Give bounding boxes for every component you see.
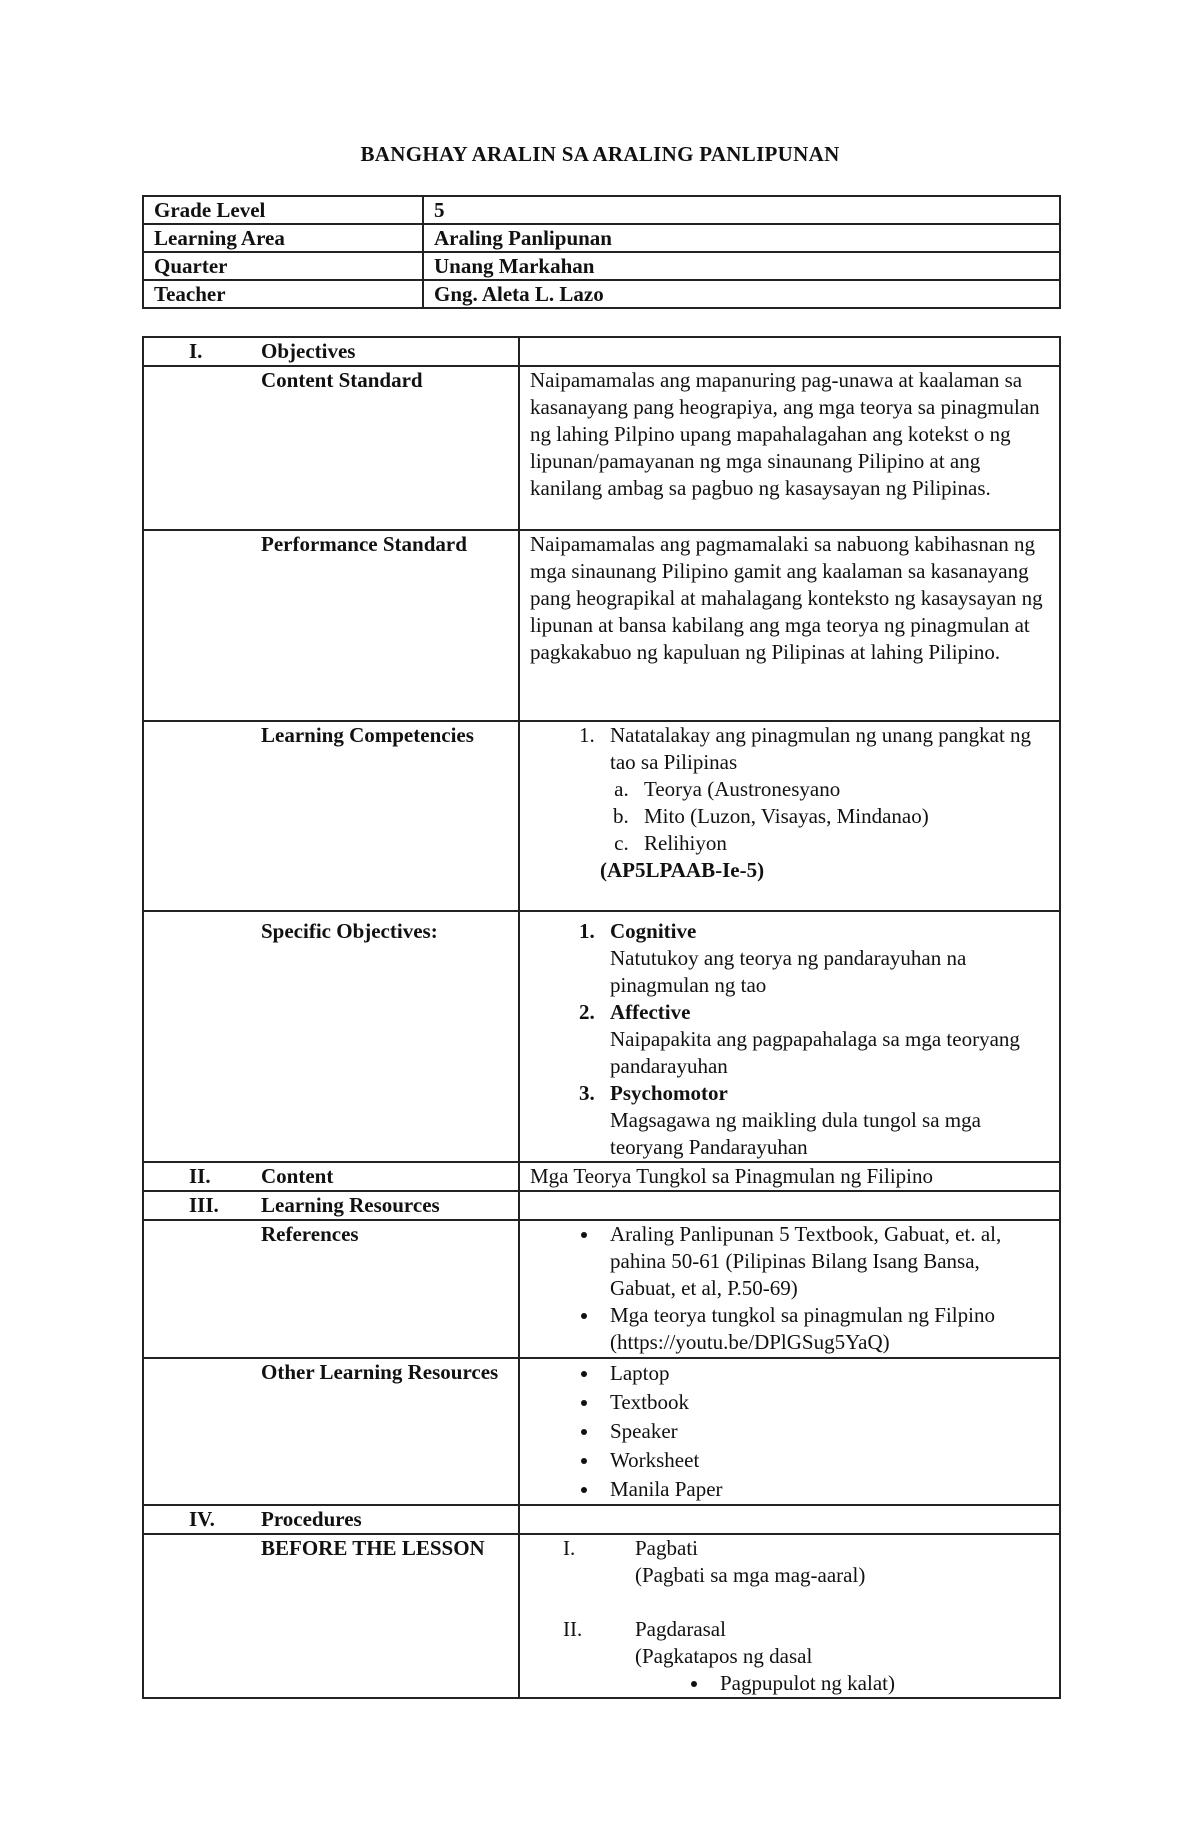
- row-label: BEFORE THE LESSON: [261, 1536, 485, 1560]
- specific-objectives-row: [143, 911, 1060, 1162]
- list-item: [600, 722, 1047, 857]
- list-item: [600, 918, 1047, 999]
- procedure-title: Pagdarasal: [635, 1617, 726, 1641]
- row-label: Specific Objectives:: [261, 919, 438, 943]
- content-text: Mga Teorya Tungkol sa Pinagmulan ng Filipino: [519, 1162, 1060, 1191]
- procedure-note: (Pagkatapos ng dasal: [635, 1644, 813, 1668]
- performance-standard-text: Naipamamalas ang pagmamalaki sa nabuong kabihasnan ng mga sinaunang Pilipino gamit ang kaalaman sa kasanayang pang heograpikal at mahalagang konteksto ng kasaysayan ng lipunan at bansa kabilang ang mga teorya ng pinagmulan at pagkakabuo ng kapuluan ng Pilipinas at lahing Pilipino.: [519, 530, 1060, 721]
- objective-title: 2. Affective: [610, 1000, 691, 1024]
- list-item: • Laptop: [600, 1359, 1047, 1388]
- section-number: II.: [189, 1164, 211, 1188]
- row-label: Other Learning Resources: [261, 1360, 499, 1384]
- objective-title: 1. Cognitive: [610, 919, 697, 943]
- competency-list: [530, 722, 1047, 857]
- objectives-header-row: [143, 337, 1060, 366]
- procedure-number: II.: [563, 1617, 583, 1641]
- content-row: [143, 1162, 1060, 1191]
- other-resources-row: [143, 1358, 1060, 1505]
- content-standard-text: Naipamamalas ang mapanuring pag-unawa at kaalaman sa kasanayang pang heograpiya, ang mga teorya sa pinagmulan ng lahing Pilpino upang mapahalagahan ang kotekst o ng lipunan/pamayanan ng mga sinaunang Pilipino at ang kanilang ambag sa pagbuo ng kasaysayan ng Pilipinas.: [519, 366, 1060, 530]
- performance-standard-row: [143, 530, 1060, 721]
- section-number: IV.: [189, 1507, 215, 1531]
- objective-text: Natutukoy ang teorya ng pandarayuhan na pinagmulan ng tao: [610, 946, 967, 997]
- list-item: • Manila Paper: [600, 1475, 1047, 1504]
- section-number: III.: [189, 1193, 219, 1217]
- info-row-grade: [143, 196, 1060, 224]
- specific-objectives-list: [530, 918, 1047, 1161]
- info-label: Learning Area: [143, 224, 423, 252]
- before-lesson-row: [143, 1534, 1060, 1698]
- procedure-item: [530, 1535, 1047, 1589]
- competency-code: (AP5LPAAB-Ie-5): [600, 858, 765, 882]
- learning-competencies-row: [143, 721, 1060, 911]
- procedure-number: I.: [563, 1536, 576, 1560]
- list-item: • Worksheet: [600, 1446, 1047, 1475]
- section-label: Objectives: [261, 339, 356, 363]
- info-row-area: [143, 224, 1060, 252]
- procedure-item: [530, 1616, 1047, 1670]
- learning-resources-header-row: [143, 1191, 1060, 1220]
- list-item: • Mga teorya tungkol sa pinagmulan ng Filpino (https://youtu.be/DPlGSug5YaQ): [600, 1302, 1047, 1356]
- lesson-plan-table: [142, 336, 1061, 1699]
- section-label: Procedures: [261, 1507, 362, 1531]
- info-label: Quarter: [143, 252, 423, 280]
- list-item: • Speaker: [600, 1417, 1047, 1446]
- info-label: Teacher: [143, 280, 423, 308]
- info-row-quarter: [143, 252, 1060, 280]
- content-standard-row: [143, 366, 1060, 530]
- competency-text: Natatalakay ang pinagmulan ng unang pangkat ng tao sa Pilipinas: [610, 723, 1032, 774]
- procedure-title: Pagbati: [635, 1536, 698, 1560]
- info-value: Gng. Aleta L. Lazo: [423, 280, 1060, 308]
- procedure-note: (Pagbati sa mga mag-aaral): [635, 1563, 866, 1587]
- row-label: Performance Standard: [261, 532, 467, 556]
- list-item: [600, 999, 1047, 1080]
- objective-text: Magsagawa ng maikling dula tungol sa mga teoryang Pandarayuhan: [610, 1108, 981, 1159]
- list-item: c. Relihiyon: [634, 830, 1047, 857]
- list-item: b. Mito (Luzon, Visayas, Mindanao): [634, 803, 1047, 830]
- row-label: Content Standard: [261, 368, 423, 392]
- list-item: • Araling Panlipunan 5 Textbook, Gabuat, et. al, pahina 50-61 (Pilipinas Bilang Isang Bansa, Gabuat, et al, P.50-69): [600, 1221, 1047, 1302]
- references-row: [143, 1220, 1060, 1358]
- list-item: a. Teorya (Austronesyano: [634, 776, 1047, 803]
- section-number: I.: [189, 339, 203, 363]
- info-row-teacher: [143, 280, 1060, 308]
- section-label: Learning Resources: [261, 1193, 440, 1217]
- row-label: References: [261, 1222, 359, 1246]
- info-value: 5: [423, 196, 1060, 224]
- procedures-header-row: [143, 1505, 1060, 1534]
- row-label: Learning Competencies: [261, 723, 474, 747]
- info-value: Araling Panlipunan: [423, 224, 1060, 252]
- info-label: Grade Level: [143, 196, 423, 224]
- info-value: Unang Markahan: [423, 252, 1060, 280]
- section-label: Content: [261, 1164, 334, 1188]
- competency-sublist: [610, 776, 1047, 857]
- list-item: [600, 1080, 1047, 1161]
- procedure-sublist: [530, 1670, 1047, 1697]
- list-item: • Pagpupulot ng kalat): [710, 1670, 1047, 1697]
- list-item: • Textbook: [600, 1388, 1047, 1417]
- info-table: [142, 195, 1061, 309]
- other-resources-list: [530, 1359, 1047, 1504]
- references-list: [530, 1221, 1047, 1356]
- objective-title: 3. Psychomotor: [610, 1081, 728, 1105]
- objective-text: Naipapakita ang pagpapahalaga sa mga teoryang pandarayuhan: [610, 1027, 1020, 1078]
- document-title: BANGHAY ARALIN SA ARALING PANLIPUNAN: [360, 142, 840, 166]
